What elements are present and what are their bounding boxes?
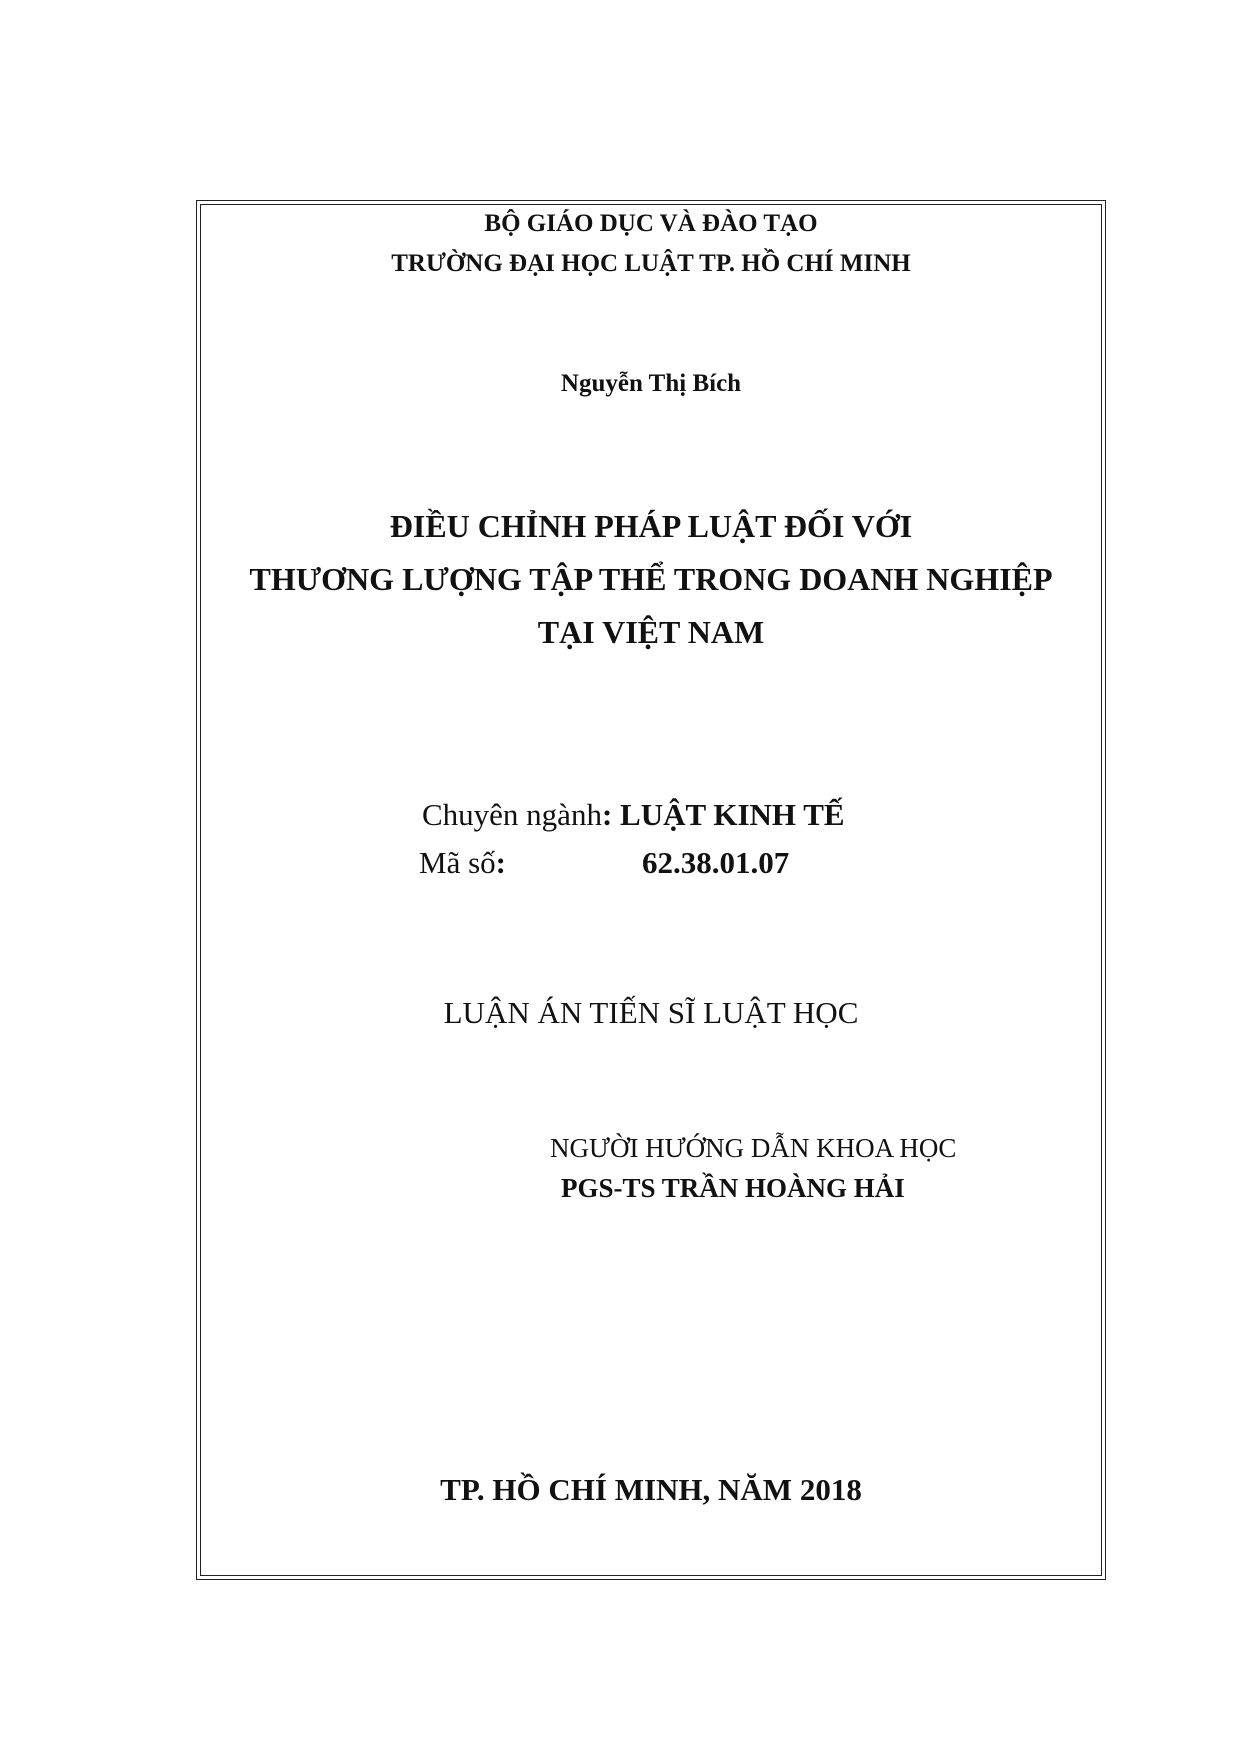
advisor-name: PGS-TS TRẦN HOÀNG HẢI <box>561 1173 905 1203</box>
code-label: Mã số <box>419 845 496 880</box>
code-value: 62.38.01.07 <box>642 845 790 880</box>
major-row <box>422 797 845 833</box>
advisor-role: NGƯỜI HƯỚNG DẪN KHOA HỌC <box>550 1133 957 1163</box>
cover-frame <box>196 200 1106 1580</box>
thesis-title-line-2: THƯƠNG LƯỢNG TẬP THỂ TRONG DOANH NGHIỆP <box>249 561 1053 597</box>
ministry-name: BỘ GIÁO DỤC VÀ ĐÀO TẠO <box>484 210 818 237</box>
major-label: Chuyên ngành <box>422 797 602 832</box>
author-name: Nguyễn Thị Bích <box>560 370 742 397</box>
cover-frame-inner <box>200 204 1102 1576</box>
thesis-title-line-3: TẠI VIỆT NAM <box>537 614 765 650</box>
thesis-title-line-1: ĐIỀU CHỈNH PHÁP LUẬT ĐỐI VỚI <box>389 508 913 544</box>
code-colon: : <box>495 845 506 880</box>
place-and-year: TP. HỒ CHÍ MINH, NĂM 2018 <box>440 1472 862 1507</box>
degree-title: LUẬN ÁN TIẾN SĨ LUẬT HỌC <box>443 995 859 1030</box>
code-row <box>419 845 506 881</box>
university-name: TRƯỜNG ĐẠI HỌC LUẬT TP. HỒ CHÍ MINH <box>391 250 911 277</box>
major-value: : LUẬT KINH TẾ <box>601 797 845 832</box>
